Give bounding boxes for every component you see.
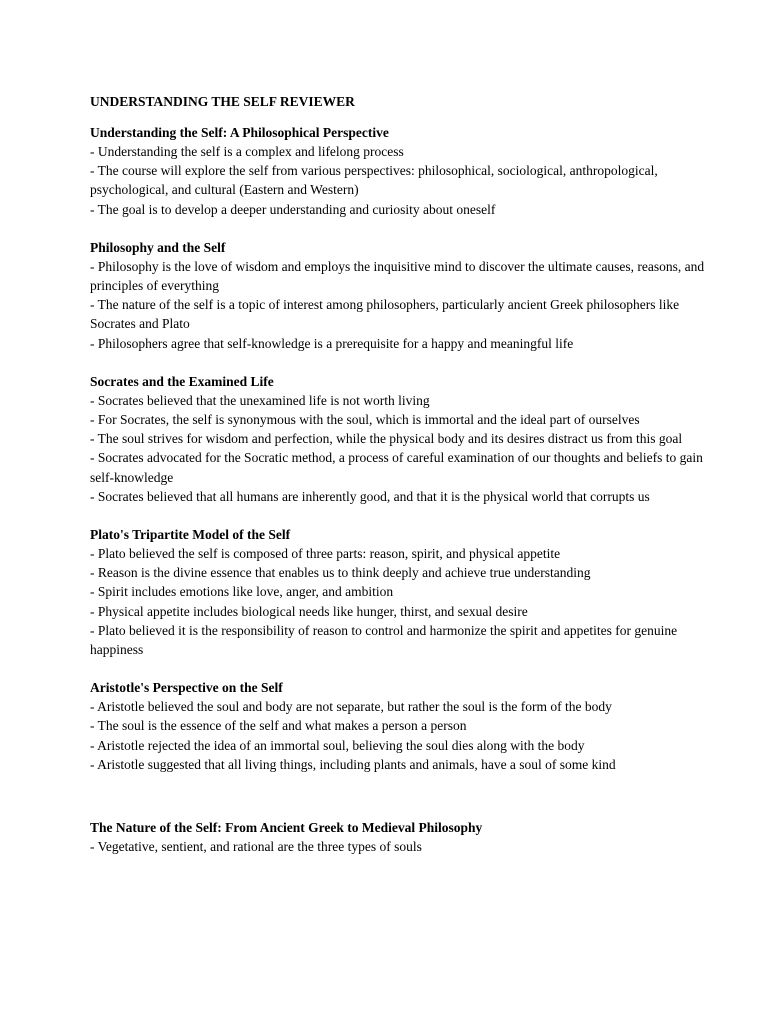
list-item: - Philosophers agree that self-knowledge is a prerequisite for a happy and meaningful life: [90, 335, 574, 351]
list-item: - The course will explore the self from various perspectives: philosophical, sociological, anthropological, psychological, and cultural (Eastern and Western): [90, 163, 658, 198]
list-item: - Socrates believed that all humans are inherently good, and that it is the physical world that corrupts us: [90, 488, 650, 504]
list-item: - Vegetative, sentient, and rational are the three types of souls: [90, 839, 422, 855]
list-item: - Understanding the self is a complex and lifelong process: [90, 144, 404, 159]
list-item: - Physical appetite includes biological needs like hunger, thirst, and sexual desire: [90, 603, 528, 619]
list-item: - Socrates advocated for the Socratic method, a process of careful examination of our thoughts and beliefs to gain self-knowledge: [90, 450, 703, 485]
section-philosophy-and-self: [90, 238, 710, 353]
section-philosophical-perspective: [90, 123, 710, 219]
list-item: - For Socrates, the self is synonymous with the soul, which is immortal and the ideal part of ourselves: [90, 412, 640, 428]
document-page: [90, 92, 710, 856]
list-item: - The nature of the self is a topic of interest among philosophers, particularly ancient Greek philosophers like Socrates and Plato: [90, 297, 680, 332]
section-heading: Philosophy and the Self: [90, 239, 226, 255]
list-item: - Plato believed the self is composed of three parts: reason, spirit, and physical appetite: [90, 546, 561, 562]
section-aristotle: [90, 678, 710, 774]
section-heading: Aristotle's Perspective on the Self: [90, 680, 283, 696]
list-item: - Spirit includes emotions like love, anger, and ambition: [90, 584, 394, 600]
section-heading: The Nature of the Self: From Ancient Greek to Medieval Philosophy: [90, 820, 483, 836]
list-item: - Philosophy is the love of wisdom and employs the inquisitive mind to discover the ultimate causes, reasons, and principles of everything: [90, 258, 705, 294]
list-item: - The goal is to develop a deeper understanding and curiosity about oneself: [90, 201, 496, 217]
list-item: - Aristotle believed the soul and body are not separate, but rather the soul is the form of the body: [90, 699, 612, 715]
list-item: - The soul is the essence of the self and what makes a person a person: [90, 718, 467, 734]
list-item: - Plato believed it is the responsibility of reason to control and harmonize the spirit and appetites for genuine happiness: [90, 622, 678, 658]
section-heading: Plato's Tripartite Model of the Self: [90, 527, 291, 543]
section-socrates: [90, 372, 710, 506]
section-plato: [90, 525, 710, 659]
document-title: UNDERSTANDING THE SELF REVIEWER: [90, 94, 355, 109]
list-item: - Reason is the divine essence that enables us to think deeply and achieve true understanding: [90, 565, 591, 581]
section-heading: Socrates and the Examined Life: [90, 373, 274, 389]
list-item: - The soul strives for wisdom and perfection, while the physical body and its desires distract us from this goal: [90, 431, 683, 447]
list-item: - Aristotle suggested that all living things, including plants and animals, have a soul of some kind: [90, 756, 616, 772]
list-item: - Socrates believed that the unexamined life is not worth living: [90, 392, 430, 408]
section-heading: Understanding the Self: A Philosophical Perspective: [90, 125, 389, 140]
list-item: - Aristotle rejected the idea of an immortal soul, believing the soul dies along with the body: [90, 737, 585, 753]
section-ancient-to-medieval: [90, 818, 710, 856]
